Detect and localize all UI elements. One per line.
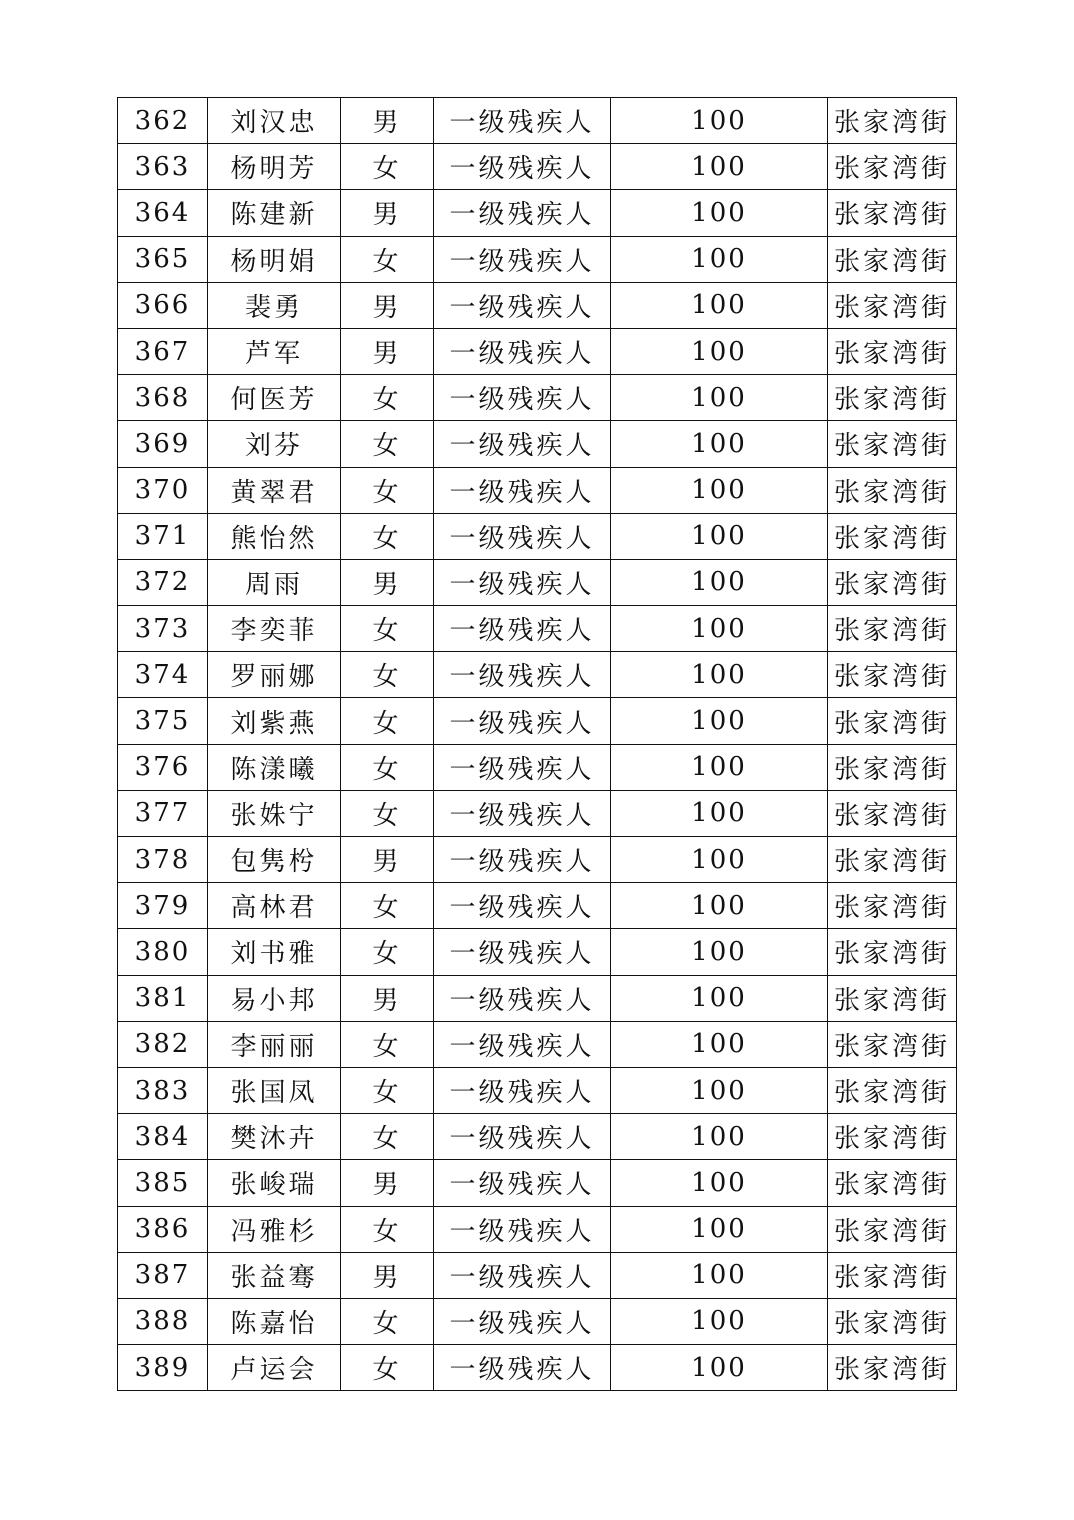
cell-street: 张家湾街 xyxy=(828,1067,957,1113)
table-row xyxy=(118,1298,957,1344)
cell-row-number: 370 xyxy=(118,467,208,513)
cell-disability-category: 一级残疾人 xyxy=(434,1021,611,1067)
cell-gender: 男 xyxy=(341,98,434,144)
cell-row-number: 386 xyxy=(118,1206,208,1252)
table-row xyxy=(118,1252,957,1298)
cell-street: 张家湾街 xyxy=(828,883,957,929)
cell-amount: 100 xyxy=(611,929,828,975)
cell-gender: 女 xyxy=(341,698,434,744)
cell-disability-category: 一级残疾人 xyxy=(434,559,611,605)
cell-gender: 女 xyxy=(341,652,434,698)
cell-row-number: 387 xyxy=(118,1252,208,1298)
cell-disability-category: 一级残疾人 xyxy=(434,929,611,975)
cell-gender: 女 xyxy=(341,236,434,282)
cell-street: 张家湾街 xyxy=(828,559,957,605)
table-row xyxy=(118,837,957,883)
cell-gender: 女 xyxy=(341,467,434,513)
cell-disability-category: 一级残疾人 xyxy=(434,744,611,790)
cell-amount: 100 xyxy=(611,698,828,744)
table-row xyxy=(118,1114,957,1160)
cell-disability-category: 一级残疾人 xyxy=(434,883,611,929)
cell-street: 张家湾街 xyxy=(828,606,957,652)
cell-amount: 100 xyxy=(611,375,828,421)
cell-person-name: 芦军 xyxy=(208,328,341,374)
cell-gender: 女 xyxy=(341,1021,434,1067)
cell-street: 张家湾街 xyxy=(828,837,957,883)
cell-row-number: 375 xyxy=(118,698,208,744)
cell-row-number: 388 xyxy=(118,1298,208,1344)
cell-disability-category: 一级残疾人 xyxy=(434,190,611,236)
cell-street: 张家湾街 xyxy=(828,1298,957,1344)
cell-gender: 男 xyxy=(341,1252,434,1298)
table-row xyxy=(118,1160,957,1206)
cell-row-number: 384 xyxy=(118,1114,208,1160)
cell-row-number: 371 xyxy=(118,513,208,559)
cell-gender: 男 xyxy=(341,975,434,1021)
cell-street: 张家湾街 xyxy=(828,467,957,513)
table-row xyxy=(118,190,957,236)
cell-gender: 女 xyxy=(341,929,434,975)
cell-row-number: 389 xyxy=(118,1345,208,1391)
cell-gender: 女 xyxy=(341,421,434,467)
cell-row-number: 378 xyxy=(118,837,208,883)
cell-gender: 男 xyxy=(341,1160,434,1206)
cell-street: 张家湾街 xyxy=(828,790,957,836)
cell-row-number: 369 xyxy=(118,421,208,467)
roster-body xyxy=(118,98,957,1391)
cell-person-name: 罗丽娜 xyxy=(208,652,341,698)
cell-amount: 100 xyxy=(611,1345,828,1391)
cell-disability-category: 一级残疾人 xyxy=(434,328,611,374)
cell-amount: 100 xyxy=(611,144,828,190)
table-row xyxy=(118,236,957,282)
table-row xyxy=(118,467,957,513)
cell-person-name: 杨明娟 xyxy=(208,236,341,282)
cell-gender: 女 xyxy=(341,513,434,559)
cell-disability-category: 一级残疾人 xyxy=(434,98,611,144)
cell-gender: 女 xyxy=(341,1206,434,1252)
cell-disability-category: 一级残疾人 xyxy=(434,1298,611,1344)
cell-disability-category: 一级残疾人 xyxy=(434,837,611,883)
table-row xyxy=(118,144,957,190)
cell-street: 张家湾街 xyxy=(828,282,957,328)
cell-street: 张家湾街 xyxy=(828,98,957,144)
cell-gender: 男 xyxy=(341,837,434,883)
table-row xyxy=(118,1021,957,1067)
cell-amount: 100 xyxy=(611,652,828,698)
cell-person-name: 刘芬 xyxy=(208,421,341,467)
cell-amount: 100 xyxy=(611,467,828,513)
cell-gender: 女 xyxy=(341,790,434,836)
cell-gender: 男 xyxy=(341,282,434,328)
cell-amount: 100 xyxy=(611,1206,828,1252)
table-row xyxy=(118,559,957,605)
cell-person-name: 樊沐卉 xyxy=(208,1114,341,1160)
cell-amount: 100 xyxy=(611,1160,828,1206)
cell-amount: 100 xyxy=(611,1067,828,1113)
cell-gender: 女 xyxy=(341,1345,434,1391)
cell-disability-category: 一级残疾人 xyxy=(434,698,611,744)
cell-disability-category: 一级残疾人 xyxy=(434,282,611,328)
cell-gender: 男 xyxy=(341,190,434,236)
table-row xyxy=(118,744,957,790)
table-row xyxy=(118,328,957,374)
cell-person-name: 刘书雅 xyxy=(208,929,341,975)
cell-row-number: 363 xyxy=(118,144,208,190)
cell-person-name: 冯雅杉 xyxy=(208,1206,341,1252)
cell-gender: 女 xyxy=(341,1298,434,1344)
cell-person-name: 高林君 xyxy=(208,883,341,929)
cell-amount: 100 xyxy=(611,236,828,282)
cell-row-number: 377 xyxy=(118,790,208,836)
cell-amount: 100 xyxy=(611,790,828,836)
cell-row-number: 383 xyxy=(118,1067,208,1113)
cell-street: 张家湾街 xyxy=(828,929,957,975)
cell-row-number: 364 xyxy=(118,190,208,236)
cell-gender: 女 xyxy=(341,375,434,421)
cell-person-name: 李奕菲 xyxy=(208,606,341,652)
cell-street: 张家湾街 xyxy=(828,190,957,236)
cell-amount: 100 xyxy=(611,328,828,374)
cell-row-number: 366 xyxy=(118,282,208,328)
table-row xyxy=(118,790,957,836)
cell-gender: 男 xyxy=(341,328,434,374)
cell-disability-category: 一级残疾人 xyxy=(434,421,611,467)
cell-disability-category: 一级残疾人 xyxy=(434,606,611,652)
cell-amount: 100 xyxy=(611,606,828,652)
cell-row-number: 376 xyxy=(118,744,208,790)
table-row xyxy=(118,282,957,328)
cell-person-name: 张国凤 xyxy=(208,1067,341,1113)
cell-street: 张家湾街 xyxy=(828,513,957,559)
cell-disability-category: 一级残疾人 xyxy=(434,144,611,190)
cell-person-name: 周雨 xyxy=(208,559,341,605)
cell-row-number: 382 xyxy=(118,1021,208,1067)
cell-row-number: 368 xyxy=(118,375,208,421)
table-row xyxy=(118,929,957,975)
cell-street: 张家湾街 xyxy=(828,1252,957,1298)
cell-row-number: 372 xyxy=(118,559,208,605)
cell-row-number: 379 xyxy=(118,883,208,929)
cell-row-number: 385 xyxy=(118,1160,208,1206)
cell-person-name: 杨明芳 xyxy=(208,144,341,190)
cell-row-number: 374 xyxy=(118,652,208,698)
cell-street: 张家湾街 xyxy=(828,328,957,374)
table-row xyxy=(118,375,957,421)
cell-amount: 100 xyxy=(611,98,828,144)
table-row xyxy=(118,698,957,744)
cell-gender: 男 xyxy=(341,559,434,605)
cell-street: 张家湾街 xyxy=(828,975,957,1021)
cell-disability-category: 一级残疾人 xyxy=(434,467,611,513)
cell-gender: 女 xyxy=(341,1067,434,1113)
cell-gender: 女 xyxy=(341,883,434,929)
cell-disability-category: 一级残疾人 xyxy=(434,1206,611,1252)
cell-amount: 100 xyxy=(611,190,828,236)
cell-person-name: 易小邦 xyxy=(208,975,341,1021)
cell-street: 张家湾街 xyxy=(828,698,957,744)
cell-amount: 100 xyxy=(611,282,828,328)
cell-disability-category: 一级残疾人 xyxy=(434,1252,611,1298)
cell-person-name: 陈嘉怡 xyxy=(208,1298,341,1344)
cell-person-name: 李丽丽 xyxy=(208,1021,341,1067)
cell-gender: 女 xyxy=(341,1114,434,1160)
cell-person-name: 刘紫燕 xyxy=(208,698,341,744)
cell-disability-category: 一级残疾人 xyxy=(434,1345,611,1391)
table-row xyxy=(118,606,957,652)
roster-table xyxy=(117,97,957,1391)
cell-row-number: 373 xyxy=(118,606,208,652)
cell-person-name: 熊怡然 xyxy=(208,513,341,559)
cell-person-name: 包隽枍 xyxy=(208,837,341,883)
cell-street: 张家湾街 xyxy=(828,421,957,467)
cell-person-name: 裴勇 xyxy=(208,282,341,328)
cell-street: 张家湾街 xyxy=(828,1114,957,1160)
cell-person-name: 陈建新 xyxy=(208,190,341,236)
cell-person-name: 张姝宁 xyxy=(208,790,341,836)
cell-person-name: 张益骞 xyxy=(208,1252,341,1298)
cell-row-number: 362 xyxy=(118,98,208,144)
cell-gender: 女 xyxy=(341,144,434,190)
cell-disability-category: 一级残疾人 xyxy=(434,1114,611,1160)
cell-amount: 100 xyxy=(611,975,828,1021)
cell-amount: 100 xyxy=(611,1021,828,1067)
cell-disability-category: 一级残疾人 xyxy=(434,790,611,836)
cell-person-name: 黄翠君 xyxy=(208,467,341,513)
cell-disability-category: 一级残疾人 xyxy=(434,513,611,559)
table-row xyxy=(118,421,957,467)
cell-amount: 100 xyxy=(611,513,828,559)
cell-person-name: 何医芳 xyxy=(208,375,341,421)
cell-amount: 100 xyxy=(611,837,828,883)
cell-street: 张家湾街 xyxy=(828,1160,957,1206)
cell-row-number: 380 xyxy=(118,929,208,975)
cell-street: 张家湾街 xyxy=(828,652,957,698)
table-row xyxy=(118,98,957,144)
table-row xyxy=(118,1345,957,1391)
cell-street: 张家湾街 xyxy=(828,144,957,190)
cell-person-name: 刘汉忠 xyxy=(208,98,341,144)
cell-amount: 100 xyxy=(611,1114,828,1160)
table-row xyxy=(118,1067,957,1113)
cell-disability-category: 一级残疾人 xyxy=(434,1160,611,1206)
cell-amount: 100 xyxy=(611,1252,828,1298)
cell-street: 张家湾街 xyxy=(828,236,957,282)
cell-street: 张家湾街 xyxy=(828,375,957,421)
cell-amount: 100 xyxy=(611,744,828,790)
cell-disability-category: 一级残疾人 xyxy=(434,1067,611,1113)
cell-amount: 100 xyxy=(611,1298,828,1344)
cell-person-name: 陈漾曦 xyxy=(208,744,341,790)
cell-amount: 100 xyxy=(611,883,828,929)
cell-row-number: 365 xyxy=(118,236,208,282)
table-row xyxy=(118,883,957,929)
cell-disability-category: 一级残疾人 xyxy=(434,975,611,1021)
cell-disability-category: 一级残疾人 xyxy=(434,375,611,421)
cell-street: 张家湾街 xyxy=(828,1206,957,1252)
cell-disability-category: 一级残疾人 xyxy=(434,236,611,282)
table-row xyxy=(118,975,957,1021)
table-row xyxy=(118,1206,957,1252)
cell-row-number: 367 xyxy=(118,328,208,374)
cell-street: 张家湾街 xyxy=(828,1345,957,1391)
cell-street: 张家湾街 xyxy=(828,744,957,790)
cell-gender: 女 xyxy=(341,606,434,652)
cell-amount: 100 xyxy=(611,559,828,605)
cell-street: 张家湾街 xyxy=(828,1021,957,1067)
cell-gender: 女 xyxy=(341,744,434,790)
cell-disability-category: 一级残疾人 xyxy=(434,652,611,698)
table-row xyxy=(118,652,957,698)
table-row xyxy=(118,513,957,559)
cell-person-name: 张峻瑞 xyxy=(208,1160,341,1206)
cell-row-number: 381 xyxy=(118,975,208,1021)
cell-person-name: 卢运会 xyxy=(208,1345,341,1391)
cell-amount: 100 xyxy=(611,421,828,467)
